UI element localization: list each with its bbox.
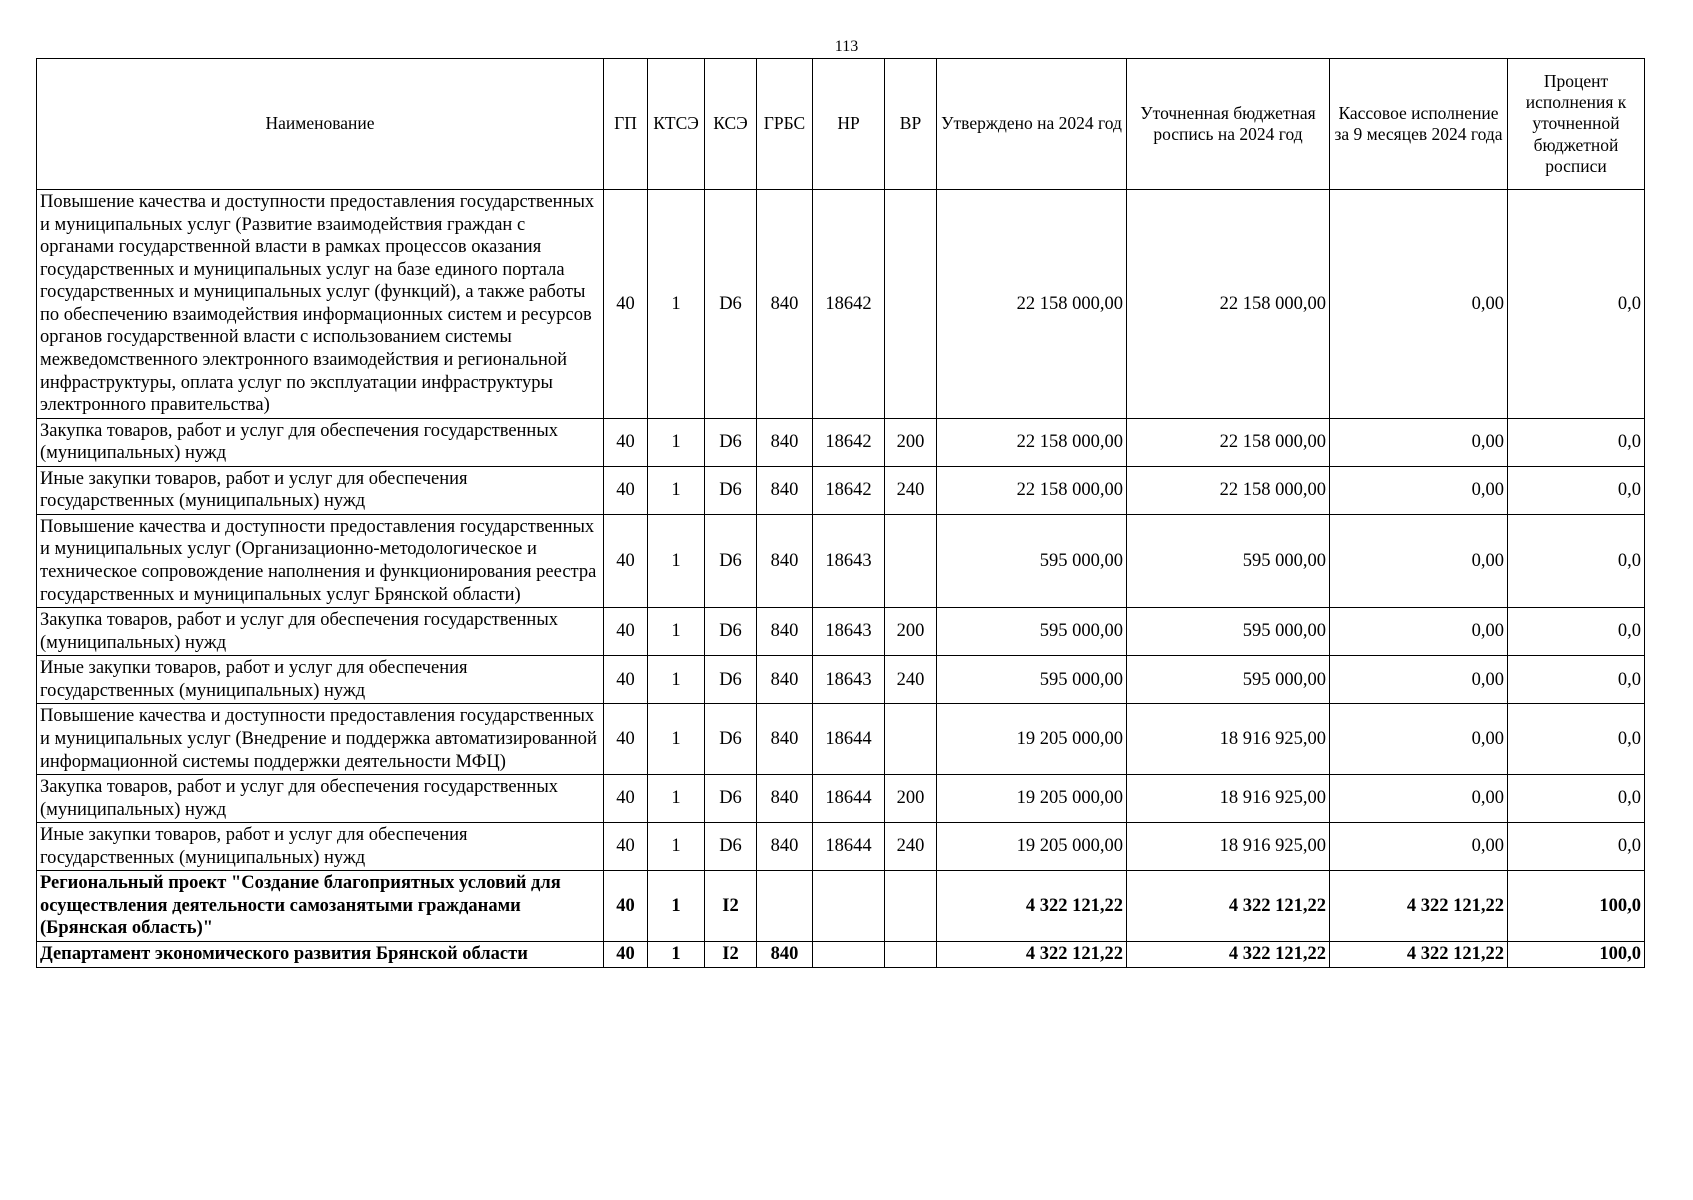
row-approved: 595 000,00 — [937, 514, 1127, 607]
row-vr: 200 — [885, 775, 937, 823]
row-kse: D6 — [705, 514, 757, 607]
row-refined: 18 916 925,00 — [1127, 823, 1330, 871]
row-gp: 40 — [604, 942, 648, 968]
row-gp: 40 — [604, 656, 648, 704]
row-refined: 18 916 925,00 — [1127, 775, 1330, 823]
row-grbs: 840 — [757, 466, 813, 514]
header-percent: Процент исполнения к уточненной бюджетной росписи — [1508, 59, 1645, 190]
row-name: Закупка товаров, работ и услуг для обеспечения государственных (муниципальных) нужд — [37, 775, 604, 823]
row-percent: 0,0 — [1508, 190, 1645, 419]
row-gp: 40 — [604, 190, 648, 419]
row-kse: I2 — [705, 871, 757, 942]
table-row — [37, 871, 1645, 942]
row-percent: 0,0 — [1508, 656, 1645, 704]
row-vr: 200 — [885, 608, 937, 656]
table-row — [37, 608, 1645, 656]
row-gp: 40 — [604, 418, 648, 466]
header-approved: Утверждено на 2024 год — [937, 59, 1127, 190]
row-ktse: 1 — [648, 942, 705, 968]
row-cash: 0,00 — [1330, 514, 1508, 607]
header-kse: КСЭ — [705, 59, 757, 190]
row-grbs — [757, 871, 813, 942]
row-ktse: 1 — [648, 466, 705, 514]
row-ktse: 1 — [648, 775, 705, 823]
header-row — [37, 59, 1645, 190]
row-kse: D6 — [705, 823, 757, 871]
row-name: Закупка товаров, работ и услуг для обеспечения государственных (муниципальных) нужд — [37, 608, 604, 656]
row-np: 18643 — [813, 514, 885, 607]
row-cash: 0,00 — [1330, 418, 1508, 466]
row-vr — [885, 942, 937, 968]
row-grbs: 840 — [757, 704, 813, 775]
row-percent: 100,0 — [1508, 871, 1645, 942]
row-kse: D6 — [705, 704, 757, 775]
row-ktse: 1 — [648, 418, 705, 466]
row-approved: 19 205 000,00 — [937, 704, 1127, 775]
budget-table — [36, 58, 1645, 968]
row-gp: 40 — [604, 775, 648, 823]
row-cash: 0,00 — [1330, 190, 1508, 419]
header-cash: Кассовое исполнение за 9 месяцев 2024 года — [1330, 59, 1508, 190]
header-ktse: КТСЭ — [648, 59, 705, 190]
row-percent: 0,0 — [1508, 704, 1645, 775]
row-cash: 0,00 — [1330, 704, 1508, 775]
header-refined: Уточненная бюджетная роспись на 2024 год — [1127, 59, 1330, 190]
row-np: 18643 — [813, 656, 885, 704]
row-approved: 4 322 121,22 — [937, 942, 1127, 968]
row-name: Повышение качества и доступности предоставления государственных и муниципальных услуг (Внедрение и поддержка автоматизированной информационной системы поддержки деятельности МФЦ) — [37, 704, 604, 775]
row-cash: 0,00 — [1330, 775, 1508, 823]
row-np — [813, 871, 885, 942]
row-grbs: 840 — [757, 823, 813, 871]
row-ktse: 1 — [648, 514, 705, 607]
row-np: 18642 — [813, 190, 885, 419]
row-refined: 4 322 121,22 — [1127, 871, 1330, 942]
row-vr: 240 — [885, 823, 937, 871]
row-approved: 19 205 000,00 — [937, 823, 1127, 871]
row-refined: 22 158 000,00 — [1127, 190, 1330, 419]
row-grbs: 840 — [757, 656, 813, 704]
row-cash: 4 322 121,22 — [1330, 942, 1508, 968]
row-refined: 18 916 925,00 — [1127, 704, 1330, 775]
row-vr — [885, 190, 937, 419]
row-vr — [885, 514, 937, 607]
row-percent: 0,0 — [1508, 608, 1645, 656]
table-row — [37, 656, 1645, 704]
row-refined: 595 000,00 — [1127, 514, 1330, 607]
row-ktse: 1 — [648, 608, 705, 656]
table-row — [37, 775, 1645, 823]
row-refined: 595 000,00 — [1127, 656, 1330, 704]
row-name: Департамент экономического развития Брянской области — [37, 942, 604, 968]
row-cash: 0,00 — [1330, 608, 1508, 656]
row-np: 18642 — [813, 418, 885, 466]
table-row — [37, 823, 1645, 871]
row-ktse: 1 — [648, 656, 705, 704]
row-vr — [885, 704, 937, 775]
row-ktse: 1 — [648, 704, 705, 775]
row-name: Повышение качества и доступности предоставления государственных и муниципальных услуг (Развитие взаимодействия граждан с органами государственной власти в рамках процессов оказания государственных и муниципальных услуг на базе единого портала государственных и муниципальных услуг (функций), а также работы по обеспечению взаимодействия информационных систем и ресурсов органов государственной власти с использованием системы межведомственного электронного взаимодействия и региональной инфраструктуры, оплата услуг по эксплуатации инфраструктуры электронного правительства) — [37, 190, 604, 419]
table-row — [37, 190, 1645, 419]
row-gp: 40 — [604, 514, 648, 607]
row-cash: 4 322 121,22 — [1330, 871, 1508, 942]
row-ktse: 1 — [648, 190, 705, 419]
row-kse: D6 — [705, 190, 757, 419]
row-approved: 19 205 000,00 — [937, 775, 1127, 823]
header-grbs: ГРБС — [757, 59, 813, 190]
row-name: Региональный проект "Создание благоприятных условий для осуществления деятельности самозанятыми гражданами (Брянская область)" — [37, 871, 604, 942]
row-kse: D6 — [705, 775, 757, 823]
header-gp: ГП — [604, 59, 648, 190]
row-refined: 4 322 121,22 — [1127, 942, 1330, 968]
row-np: 18644 — [813, 704, 885, 775]
row-grbs: 840 — [757, 775, 813, 823]
row-ktse: 1 — [648, 823, 705, 871]
header-np: НР — [813, 59, 885, 190]
row-kse: I2 — [705, 942, 757, 968]
row-ktse: 1 — [648, 871, 705, 942]
header-name: Наименование — [37, 59, 604, 190]
row-gp: 40 — [604, 871, 648, 942]
row-refined: 595 000,00 — [1127, 608, 1330, 656]
row-grbs: 840 — [757, 190, 813, 419]
row-np: 18644 — [813, 775, 885, 823]
row-refined: 22 158 000,00 — [1127, 466, 1330, 514]
row-name: Повышение качества и доступности предоставления государственных и муниципальных услуг (Организационно-методологическое и техническое сопровождение наполнения и функционирования реестра государственных и муниципальных услуг Брянской области) — [37, 514, 604, 607]
row-approved: 595 000,00 — [937, 656, 1127, 704]
row-kse: D6 — [705, 466, 757, 514]
row-percent: 100,0 — [1508, 942, 1645, 968]
row-vr — [885, 871, 937, 942]
row-approved: 22 158 000,00 — [937, 466, 1127, 514]
row-approved: 4 322 121,22 — [937, 871, 1127, 942]
row-cash: 0,00 — [1330, 823, 1508, 871]
row-cash: 0,00 — [1330, 466, 1508, 514]
row-grbs: 840 — [757, 942, 813, 968]
row-grbs: 840 — [757, 418, 813, 466]
row-grbs: 840 — [757, 608, 813, 656]
row-cash: 0,00 — [1330, 656, 1508, 704]
row-percent: 0,0 — [1508, 823, 1645, 871]
row-name: Иные закупки товаров, работ и услуг для обеспечения государственных (муниципальных) нужд — [37, 656, 604, 704]
row-percent: 0,0 — [1508, 466, 1645, 514]
row-gp: 40 — [604, 608, 648, 656]
row-kse: D6 — [705, 608, 757, 656]
row-percent: 0,0 — [1508, 418, 1645, 466]
row-percent: 0,0 — [1508, 514, 1645, 607]
row-kse: D6 — [705, 656, 757, 704]
row-grbs: 840 — [757, 514, 813, 607]
page-number: 113 — [834, 38, 859, 55]
row-gp: 40 — [604, 704, 648, 775]
table-row — [37, 418, 1645, 466]
row-name: Иные закупки товаров, работ и услуг для обеспечения государственных (муниципальных) нужд — [37, 823, 604, 871]
row-name: Иные закупки товаров, работ и услуг для обеспечения государственных (муниципальных) нужд — [37, 466, 604, 514]
header-vr: ВР — [885, 59, 937, 190]
row-approved: 22 158 000,00 — [937, 418, 1127, 466]
row-approved: 595 000,00 — [937, 608, 1127, 656]
row-gp: 40 — [604, 466, 648, 514]
row-percent: 0,0 — [1508, 775, 1645, 823]
row-refined: 22 158 000,00 — [1127, 418, 1330, 466]
row-gp: 40 — [604, 823, 648, 871]
table-row — [37, 942, 1645, 968]
table-row — [37, 514, 1645, 607]
row-np: 18644 — [813, 823, 885, 871]
row-vr: 240 — [885, 656, 937, 704]
row-np: 18642 — [813, 466, 885, 514]
row-np — [813, 942, 885, 968]
row-vr: 240 — [885, 466, 937, 514]
row-name: Закупка товаров, работ и услуг для обеспечения государственных (муниципальных) нужд — [37, 418, 604, 466]
table-row — [37, 704, 1645, 775]
row-np: 18643 — [813, 608, 885, 656]
row-vr: 200 — [885, 418, 937, 466]
table-row — [37, 466, 1645, 514]
row-kse: D6 — [705, 418, 757, 466]
row-approved: 22 158 000,00 — [937, 190, 1127, 419]
